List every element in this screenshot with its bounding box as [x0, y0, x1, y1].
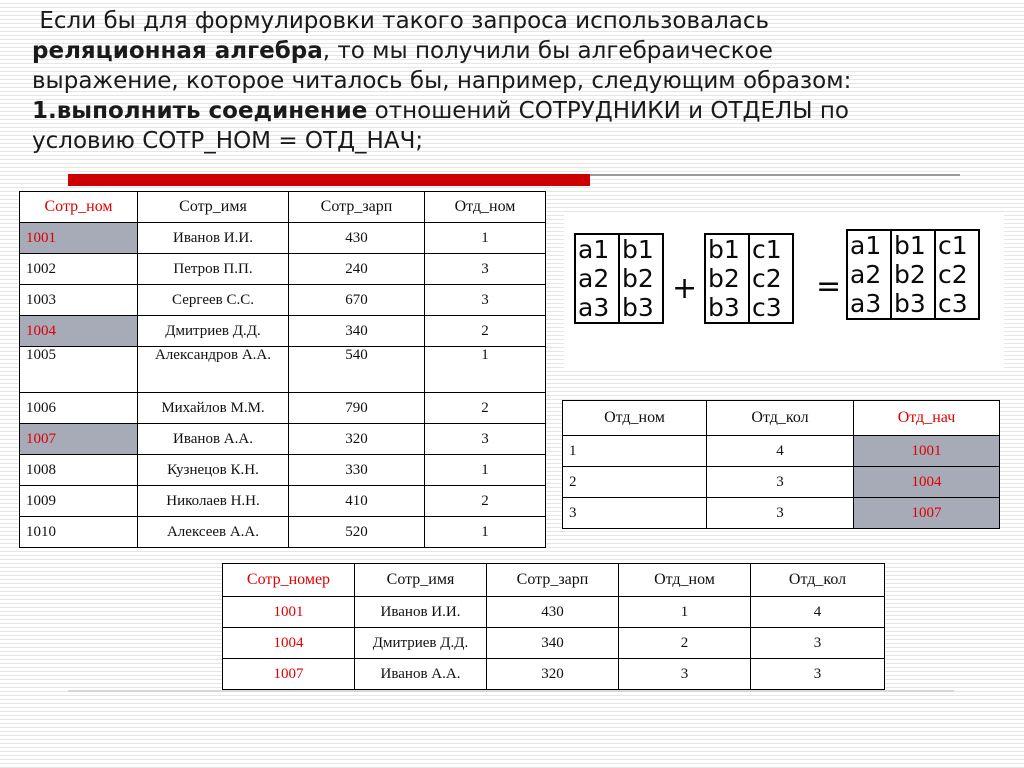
title-divider-gray-line: [590, 174, 960, 176]
department-row: [563, 436, 1000, 467]
employee-cell: 2: [425, 316, 546, 347]
heading-line-2: [32, 36, 992, 66]
joined-result-table: [222, 563, 885, 690]
employee-id-cell: 1001: [20, 223, 138, 254]
department-cell: 4: [707, 436, 854, 467]
employee-cell: Сергеев С.С.: [138, 285, 289, 316]
diagram-cell: c1: [938, 231, 968, 260]
heading-text-5: условию СОТР_НОМ = ОТД_НАЧ;: [32, 128, 424, 154]
employee-id-cell: 1002: [20, 254, 138, 285]
joined-row: [223, 659, 885, 690]
employee-row: [20, 285, 546, 316]
joined-cell: Дмитриев Д.Д.: [355, 628, 487, 659]
employee-row: [20, 254, 546, 285]
diagram-cell: a2: [578, 264, 610, 293]
heading-line-3: [32, 66, 992, 96]
joined-row: [223, 597, 885, 628]
joined-cell: 3: [619, 659, 751, 690]
diagram-cell: b2: [894, 260, 926, 289]
departments-header-cell: Отд_нач: [854, 401, 1000, 436]
employee-cell: 1: [425, 223, 546, 254]
diagram-cell: c1: [752, 235, 782, 264]
employees-header-row: [20, 192, 546, 223]
joined-cell: 340: [487, 628, 619, 659]
diagram-cell: a3: [850, 289, 882, 318]
diagram-column-b: [705, 234, 749, 323]
joined-cell: 3: [751, 659, 885, 690]
joined-id-cell: 1007: [223, 659, 355, 690]
employee-cell: Кузнецов К.Н.: [138, 455, 289, 486]
department-head-cell: 1004: [854, 467, 1000, 498]
diagram-cell: b1: [708, 235, 740, 264]
joined-header-cell: Отд_кол: [751, 564, 885, 597]
department-head-cell: 1001: [854, 436, 1000, 467]
diagram-relation-bc: [704, 233, 794, 324]
joined-cell: 430: [487, 597, 619, 628]
diagram-column-c: [749, 234, 793, 323]
employee-cell: 540: [289, 347, 425, 393]
employee-cell: Иванов И.И.: [138, 223, 289, 254]
departments-header-row: [563, 401, 1000, 436]
employee-cell: 240: [289, 254, 425, 285]
employee-id-cell: 1005: [20, 347, 138, 393]
employee-row: [20, 424, 546, 455]
diagram-cell: b1: [622, 235, 654, 264]
employee-cell: Иванов А.А.: [138, 424, 289, 455]
joined-header-cell: Отд_ном: [619, 564, 751, 597]
employee-cell: Алексеев А.А.: [138, 517, 289, 548]
employee-id-cell: 1007: [20, 424, 138, 455]
employee-cell: 1: [425, 517, 546, 548]
diagram-relation-ab: [574, 233, 664, 324]
employee-id-cell: 1008: [20, 455, 138, 486]
join-diagram: [564, 215, 1004, 369]
diagram-column-c: [935, 230, 979, 319]
joined-id-cell: 1004: [223, 628, 355, 659]
department-head-cell: 1007: [854, 498, 1000, 529]
diagram-cell: c2: [752, 264, 782, 293]
heading-line-5: [32, 126, 992, 156]
joined-cell: 3: [751, 628, 885, 659]
employee-id-cell: 1003: [20, 285, 138, 316]
employee-id-cell: 1010: [20, 517, 138, 548]
joined-cell: 2: [619, 628, 751, 659]
departments-table: [562, 400, 1000, 529]
employee-row: [20, 223, 546, 254]
employee-cell: 1: [425, 455, 546, 486]
employee-cell: 3: [425, 254, 546, 285]
diagram-column-a: [575, 234, 619, 323]
heading-line-1: [32, 6, 992, 36]
department-cell: 3: [563, 498, 707, 529]
diagram-cell: a1: [850, 231, 882, 260]
department-row: [563, 498, 1000, 529]
employee-row: [20, 517, 546, 548]
department-cell: 1: [563, 436, 707, 467]
bottom-divider: [68, 690, 954, 692]
heading-bold-relational-algebra: реляционная алгебра: [32, 38, 323, 64]
departments-header-cell: Отд_ном: [563, 401, 707, 436]
diagram-cell: c3: [938, 289, 968, 318]
employees-header-cell: Отд_ном: [425, 192, 546, 223]
departments-header-cell: Отд_кол: [707, 401, 854, 436]
employees-header-cell: Сотр_ном: [20, 192, 138, 223]
department-cell: 3: [707, 467, 854, 498]
joined-cell: 4: [751, 597, 885, 628]
employee-row: [20, 393, 546, 424]
title-divider-red-bar: [68, 174, 590, 186]
joined-header-cell: Сотр_зарп: [487, 564, 619, 597]
joined-id-cell: 1001: [223, 597, 355, 628]
employee-cell: 2: [425, 486, 546, 517]
employee-cell: 2: [425, 393, 546, 424]
diagram-cell: b1: [894, 231, 926, 260]
diagram-cell: b3: [894, 289, 926, 318]
employee-cell: Дмитриев Д.Д.: [138, 316, 289, 347]
department-row: [563, 467, 1000, 498]
employee-cell: 3: [425, 424, 546, 455]
employee-id-cell: 1009: [20, 486, 138, 517]
joined-cell: Иванов И.И.: [355, 597, 487, 628]
employee-id-cell: 1006: [20, 393, 138, 424]
employee-cell: 410: [289, 486, 425, 517]
heading-text-4: отношений СОТРУДНИКИ и ОТДЕЛЫ по: [367, 98, 850, 124]
employee-cell: 790: [289, 393, 425, 424]
diagram-column-b: [619, 234, 663, 323]
department-cell: 3: [707, 498, 854, 529]
employee-cell: 430: [289, 223, 425, 254]
employee-cell: 670: [289, 285, 425, 316]
diagram-cell: a2: [850, 260, 882, 289]
plus-operator: +: [672, 271, 698, 306]
diagram-cell: b3: [622, 293, 654, 322]
employee-cell: 340: [289, 316, 425, 347]
employee-cell: Александров А.А.: [138, 347, 289, 393]
joined-header-cell: Сотр_имя: [355, 564, 487, 597]
diagram-cell: a3: [578, 293, 610, 322]
diagram-cell: b3: [708, 293, 740, 322]
heading-text-1: Если бы для формулировки такого запроса использовалась: [39, 8, 770, 34]
heading-text-3: выражение, которое читалось бы, например, следующим образом:: [32, 68, 852, 94]
joined-cell: 1: [619, 597, 751, 628]
diagram-cell: b2: [622, 264, 654, 293]
joined-cell: 320: [487, 659, 619, 690]
employee-row: [20, 486, 546, 517]
diagram-relation-abc: [846, 229, 980, 320]
employee-cell: Петров П.П.: [138, 254, 289, 285]
joined-row: [223, 628, 885, 659]
employees-header-cell: Сотр_зарп: [289, 192, 425, 223]
diagram-column-a: [847, 230, 891, 319]
employees-table: [19, 191, 546, 548]
diagram-cell: c3: [752, 293, 782, 322]
employee-cell: 3: [425, 285, 546, 316]
employee-cell: 520: [289, 517, 425, 548]
joined-header-row: [223, 564, 885, 597]
employees-header-cell: Сотр_имя: [138, 192, 289, 223]
diagram-cell: b2: [708, 264, 740, 293]
employee-row: [20, 347, 546, 393]
heading-bold-join: 1.выполнить соединение: [32, 98, 368, 124]
employee-row: [20, 316, 546, 347]
employee-cell: Михайлов М.М.: [138, 393, 289, 424]
employee-cell: 330: [289, 455, 425, 486]
heading-text: [32, 6, 992, 156]
employee-cell: 320: [289, 424, 425, 455]
employee-cell: 1: [425, 347, 546, 393]
diagram-column-b: [891, 230, 935, 319]
department-cell: 2: [563, 467, 707, 498]
heading-line-4: [32, 96, 992, 126]
employee-id-cell: 1004: [20, 316, 138, 347]
heading-text-2: , то мы получили бы алгебраическое: [322, 38, 773, 64]
title-divider: [68, 174, 960, 186]
employee-row: [20, 455, 546, 486]
equals-operator: =: [816, 269, 842, 304]
joined-header-cell: Сотр_номер: [223, 564, 355, 597]
joined-cell: Иванов А.А.: [355, 659, 487, 690]
diagram-cell: c2: [938, 260, 968, 289]
employee-cell: Николаев Н.Н.: [138, 486, 289, 517]
diagram-cell: a1: [578, 235, 610, 264]
